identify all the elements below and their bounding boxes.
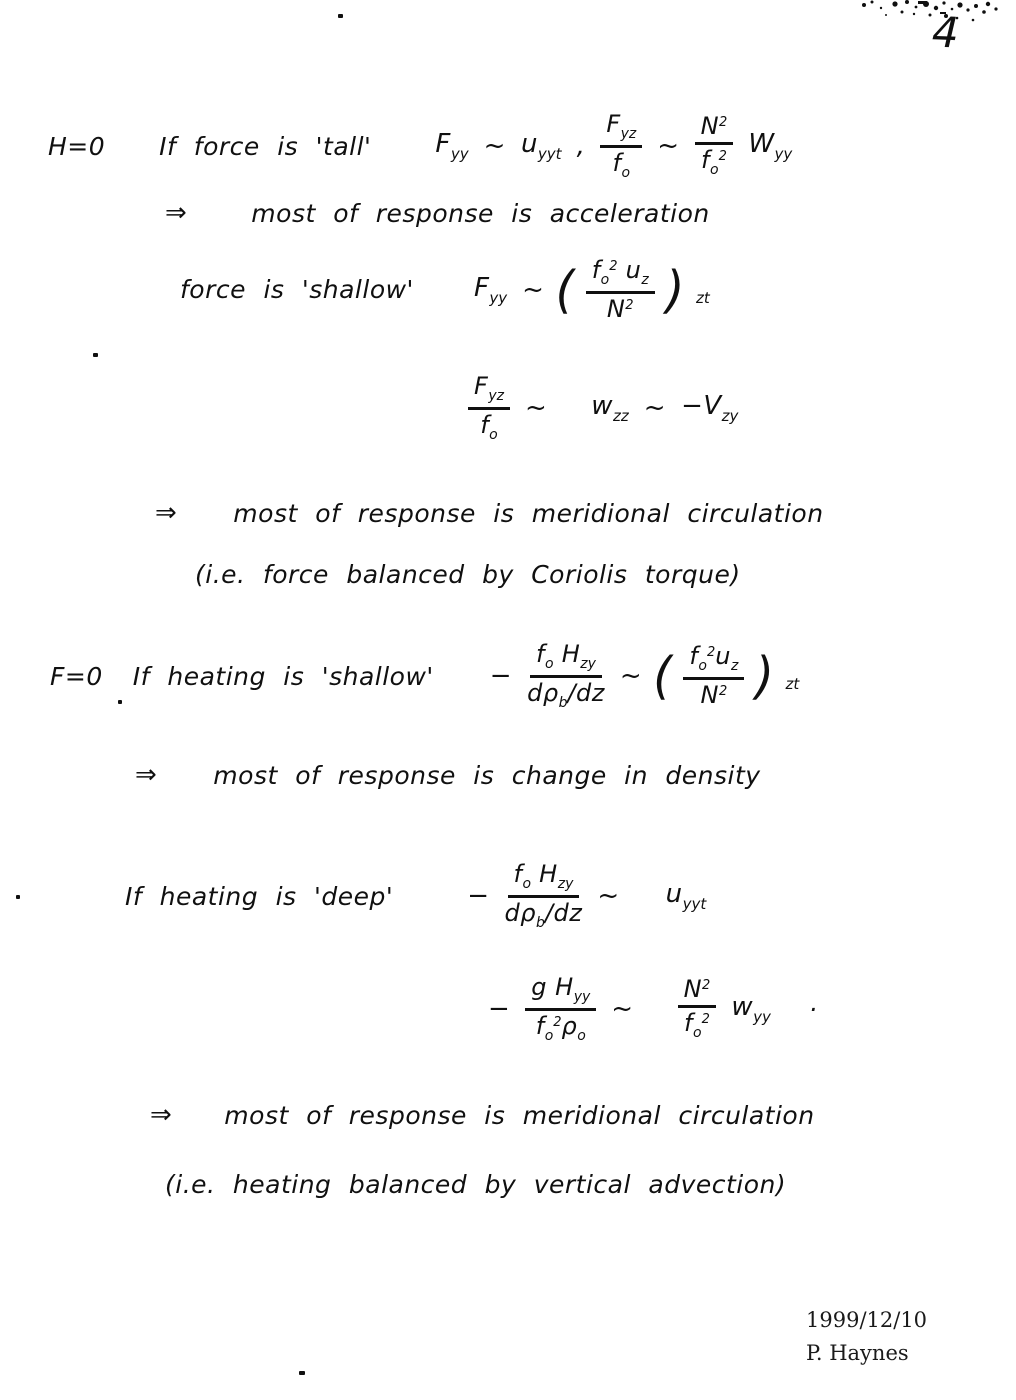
spacer [386, 146, 420, 147]
handwritten-text: If heating is 'shallow' [132, 661, 434, 691]
math-base: H [553, 640, 581, 668]
math-subscript: o [522, 876, 532, 892]
line-force-tall-conclusion [165, 198, 710, 228]
fraction [527, 642, 605, 710]
math-base: ρ [561, 1011, 578, 1040]
fraction-numerator [695, 114, 734, 145]
math-base: f [684, 1009, 693, 1038]
line-heating-shallow [50, 642, 799, 710]
math-base: u [520, 129, 538, 160]
math-base: − [488, 994, 511, 1025]
math-base: F [435, 129, 451, 160]
spacer [786, 1009, 794, 1010]
line-force-tall [48, 112, 792, 180]
math-base: ~ [619, 661, 643, 692]
page-number: 4 [931, 7, 960, 58]
math-base: , [576, 131, 586, 162]
math-base: F [606, 110, 621, 138]
math-subscript: zt [695, 288, 710, 307]
fraction-denominator [701, 145, 727, 178]
math-expression [597, 881, 619, 911]
math-subscript: o [698, 658, 707, 675]
math-expression [474, 273, 507, 307]
math-expression [681, 391, 738, 425]
math-subscript: yy [573, 989, 591, 1005]
math-subscript: yz [620, 126, 637, 142]
fraction [505, 862, 583, 930]
math-base: F [474, 372, 489, 400]
math-expression [435, 129, 468, 163]
handwritten-text: If force is 'tall' [159, 131, 372, 161]
line-force-shallow-note [195, 560, 741, 589]
math-subscript: zy [721, 407, 739, 426]
math-expression [591, 391, 629, 425]
math-base: ⇒ [150, 1100, 173, 1130]
math-base: ~ [611, 994, 634, 1025]
line-force-shallow-conclusion [155, 498, 824, 528]
line-heating-deep-note [165, 1170, 786, 1199]
footer-author: P. Haynes [806, 1340, 909, 1365]
math-expression [786, 659, 800, 693]
math-subscript: o [577, 1027, 586, 1044]
fraction [678, 977, 717, 1041]
math-expression [150, 1100, 172, 1130]
math-base: f [591, 256, 601, 284]
fraction-numerator [525, 975, 596, 1011]
spacer [449, 676, 475, 677]
math-expression [490, 661, 512, 691]
math-base: − [489, 661, 513, 692]
math-expression [488, 994, 510, 1024]
scan-speck [93, 353, 98, 357]
fraction-numerator [683, 644, 744, 680]
math-expression [696, 273, 710, 307]
math-base: g H [531, 973, 574, 1001]
math-base: dρ [527, 678, 559, 707]
math-base: N [700, 680, 719, 709]
math-expression [611, 994, 633, 1024]
math-base: −V [681, 391, 722, 422]
math-subscript: yz [488, 388, 504, 404]
math-superscript: 2 [702, 978, 711, 994]
math-subscript: b [558, 694, 568, 711]
math-expression [525, 393, 547, 423]
math-expression [666, 879, 707, 913]
spacer [172, 775, 198, 776]
fraction-denominator [684, 1008, 710, 1041]
spacer [562, 408, 576, 409]
math-base: N [700, 112, 720, 141]
math-base: ⇒ [155, 498, 178, 528]
math-expression [135, 760, 157, 790]
fraction-numerator [586, 258, 655, 294]
parenthesis: ) [665, 260, 685, 320]
fraction-denominator [527, 678, 605, 711]
fraction-numerator [468, 374, 510, 410]
math-expression [165, 198, 187, 228]
math-base: N [606, 294, 626, 323]
math-subscript: o [489, 426, 498, 443]
math-superscript: 2 [625, 297, 634, 313]
handwritten-text: most of response is meridional circulation [224, 1100, 815, 1130]
fraction-denominator [613, 148, 631, 181]
math-subscript: yy [753, 1008, 771, 1027]
footer-date: 1999/12/10 [806, 1308, 928, 1332]
math-subscript: o [600, 272, 610, 288]
handwritten-text: F=0 [50, 661, 103, 691]
math-base: w [731, 992, 754, 1023]
math-base: ~ [643, 393, 667, 424]
math-subscript: o [545, 656, 554, 672]
math-base: ~ [597, 881, 620, 912]
math-base: f [536, 640, 545, 668]
fraction-denominator [536, 1011, 586, 1044]
math-subscript: zz [613, 407, 629, 426]
spacer [429, 289, 459, 290]
math-expression [731, 992, 771, 1026]
handwritten-text: most of response is change in density [213, 760, 761, 790]
math-subscript: yy [774, 145, 793, 164]
math-subscript: yyt [682, 895, 707, 914]
parenthesis: ( [653, 646, 673, 706]
math-base: /dz [544, 898, 583, 927]
math-subscript: z [730, 658, 739, 675]
math-subscript: o [544, 1027, 554, 1044]
math-expression [521, 129, 562, 163]
math-base: ~ [657, 131, 680, 162]
math-subscript: zy [557, 876, 574, 892]
math-expression [644, 393, 666, 423]
math-base: dρ [504, 898, 537, 927]
math-base: f [480, 410, 490, 439]
fraction [525, 975, 596, 1043]
handwritten-text: · [808, 994, 818, 1024]
math-base: F [473, 272, 490, 303]
spacer [120, 146, 144, 147]
fraction-numerator [508, 862, 580, 898]
line-heating-deep [125, 862, 706, 930]
math-expression [657, 131, 679, 161]
spacer [202, 213, 236, 214]
math-subscript: yy [489, 288, 508, 307]
math-superscript: 2 [701, 1012, 710, 1028]
math-base: u [715, 642, 731, 671]
math-subscript: o [693, 1025, 702, 1042]
math-base: f [535, 1011, 545, 1040]
spacer [408, 896, 452, 897]
math-expression [522, 275, 544, 305]
scan-speck [299, 1371, 305, 1375]
scan-smudge-artifact [856, 0, 1006, 36]
fraction [683, 644, 744, 708]
fraction-denominator [505, 898, 583, 931]
handwritten-text: H=0 [48, 131, 106, 161]
math-superscript: 2 [706, 645, 716, 661]
math-base: u [617, 256, 642, 284]
math-expression [577, 131, 586, 161]
fraction-denominator [480, 410, 498, 443]
line-force-shallow-relation [468, 374, 738, 442]
fraction [468, 374, 510, 442]
math-subscript: yyt [537, 145, 562, 164]
spacer [187, 1115, 209, 1116]
spacer [635, 896, 651, 897]
math-subscript: yy [450, 145, 469, 164]
fraction-denominator [607, 294, 634, 322]
math-expression [484, 131, 506, 161]
math-superscript: 2 [718, 683, 728, 699]
math-superscript: 2 [609, 259, 618, 274]
math-base: f [612, 148, 622, 177]
math-base: H [531, 860, 558, 888]
parenthesis: ) [755, 646, 775, 706]
math-expression [748, 129, 792, 163]
fraction [695, 114, 734, 178]
handwritten-text: force is 'shallow' [180, 275, 414, 305]
math-subscript: o [709, 162, 719, 179]
spacer [649, 1009, 663, 1010]
scan-speck [16, 895, 20, 899]
fraction-numerator [530, 642, 602, 678]
math-subscript: o [621, 164, 631, 181]
fraction [600, 112, 642, 180]
math-base: u [665, 879, 683, 910]
parenthesis: ( [555, 260, 575, 320]
math-base: ~ [524, 393, 548, 424]
handwritten-text: If heating is 'deep' [125, 881, 394, 911]
handwritten-text: most of response is acceleration [251, 198, 710, 228]
math-superscript: 2 [719, 115, 728, 131]
fraction-numerator [600, 112, 642, 148]
line-force-shallow [180, 258, 710, 322]
line-heating-deep-conclusion [150, 1100, 815, 1130]
math-base: w [591, 391, 614, 422]
footer [806, 1304, 927, 1369]
math-subscript: b [536, 914, 545, 931]
math-subscript: zt [785, 675, 800, 694]
spacer [192, 513, 218, 514]
math-subscript: z [641, 272, 649, 288]
math-base: f [701, 146, 710, 175]
math-base: f [689, 642, 699, 671]
fraction-denominator [700, 680, 727, 708]
handwritten-text: (i.e. heating balanced by vertical advection) [165, 1170, 787, 1199]
math-expression [620, 661, 642, 691]
math-subscript: zy [580, 656, 596, 672]
math-base: ~ [522, 274, 545, 305]
line-heating-deep-relation [488, 975, 817, 1043]
math-superscript: 2 [718, 149, 727, 165]
line-heating-shallow-conclusion [135, 760, 761, 790]
math-expression [467, 881, 489, 911]
math-base: W [748, 129, 775, 160]
handwritten-text: most of response is meridional circulation [233, 498, 824, 528]
math-base: ~ [483, 131, 506, 162]
handwritten-text: (i.e. force balanced by Coriolis torque) [195, 560, 741, 589]
math-base: − [467, 881, 490, 912]
math-base: N [683, 975, 703, 1004]
math-base: /dz [567, 678, 605, 707]
fraction [586, 258, 655, 322]
math-superscript: 2 [553, 1014, 562, 1030]
math-base: ⇒ [165, 198, 188, 228]
math-expression [155, 498, 177, 528]
scan-speck [338, 14, 343, 18]
fraction-numerator [678, 977, 717, 1008]
math-base: f [513, 860, 523, 888]
math-base: ⇒ [135, 760, 158, 790]
